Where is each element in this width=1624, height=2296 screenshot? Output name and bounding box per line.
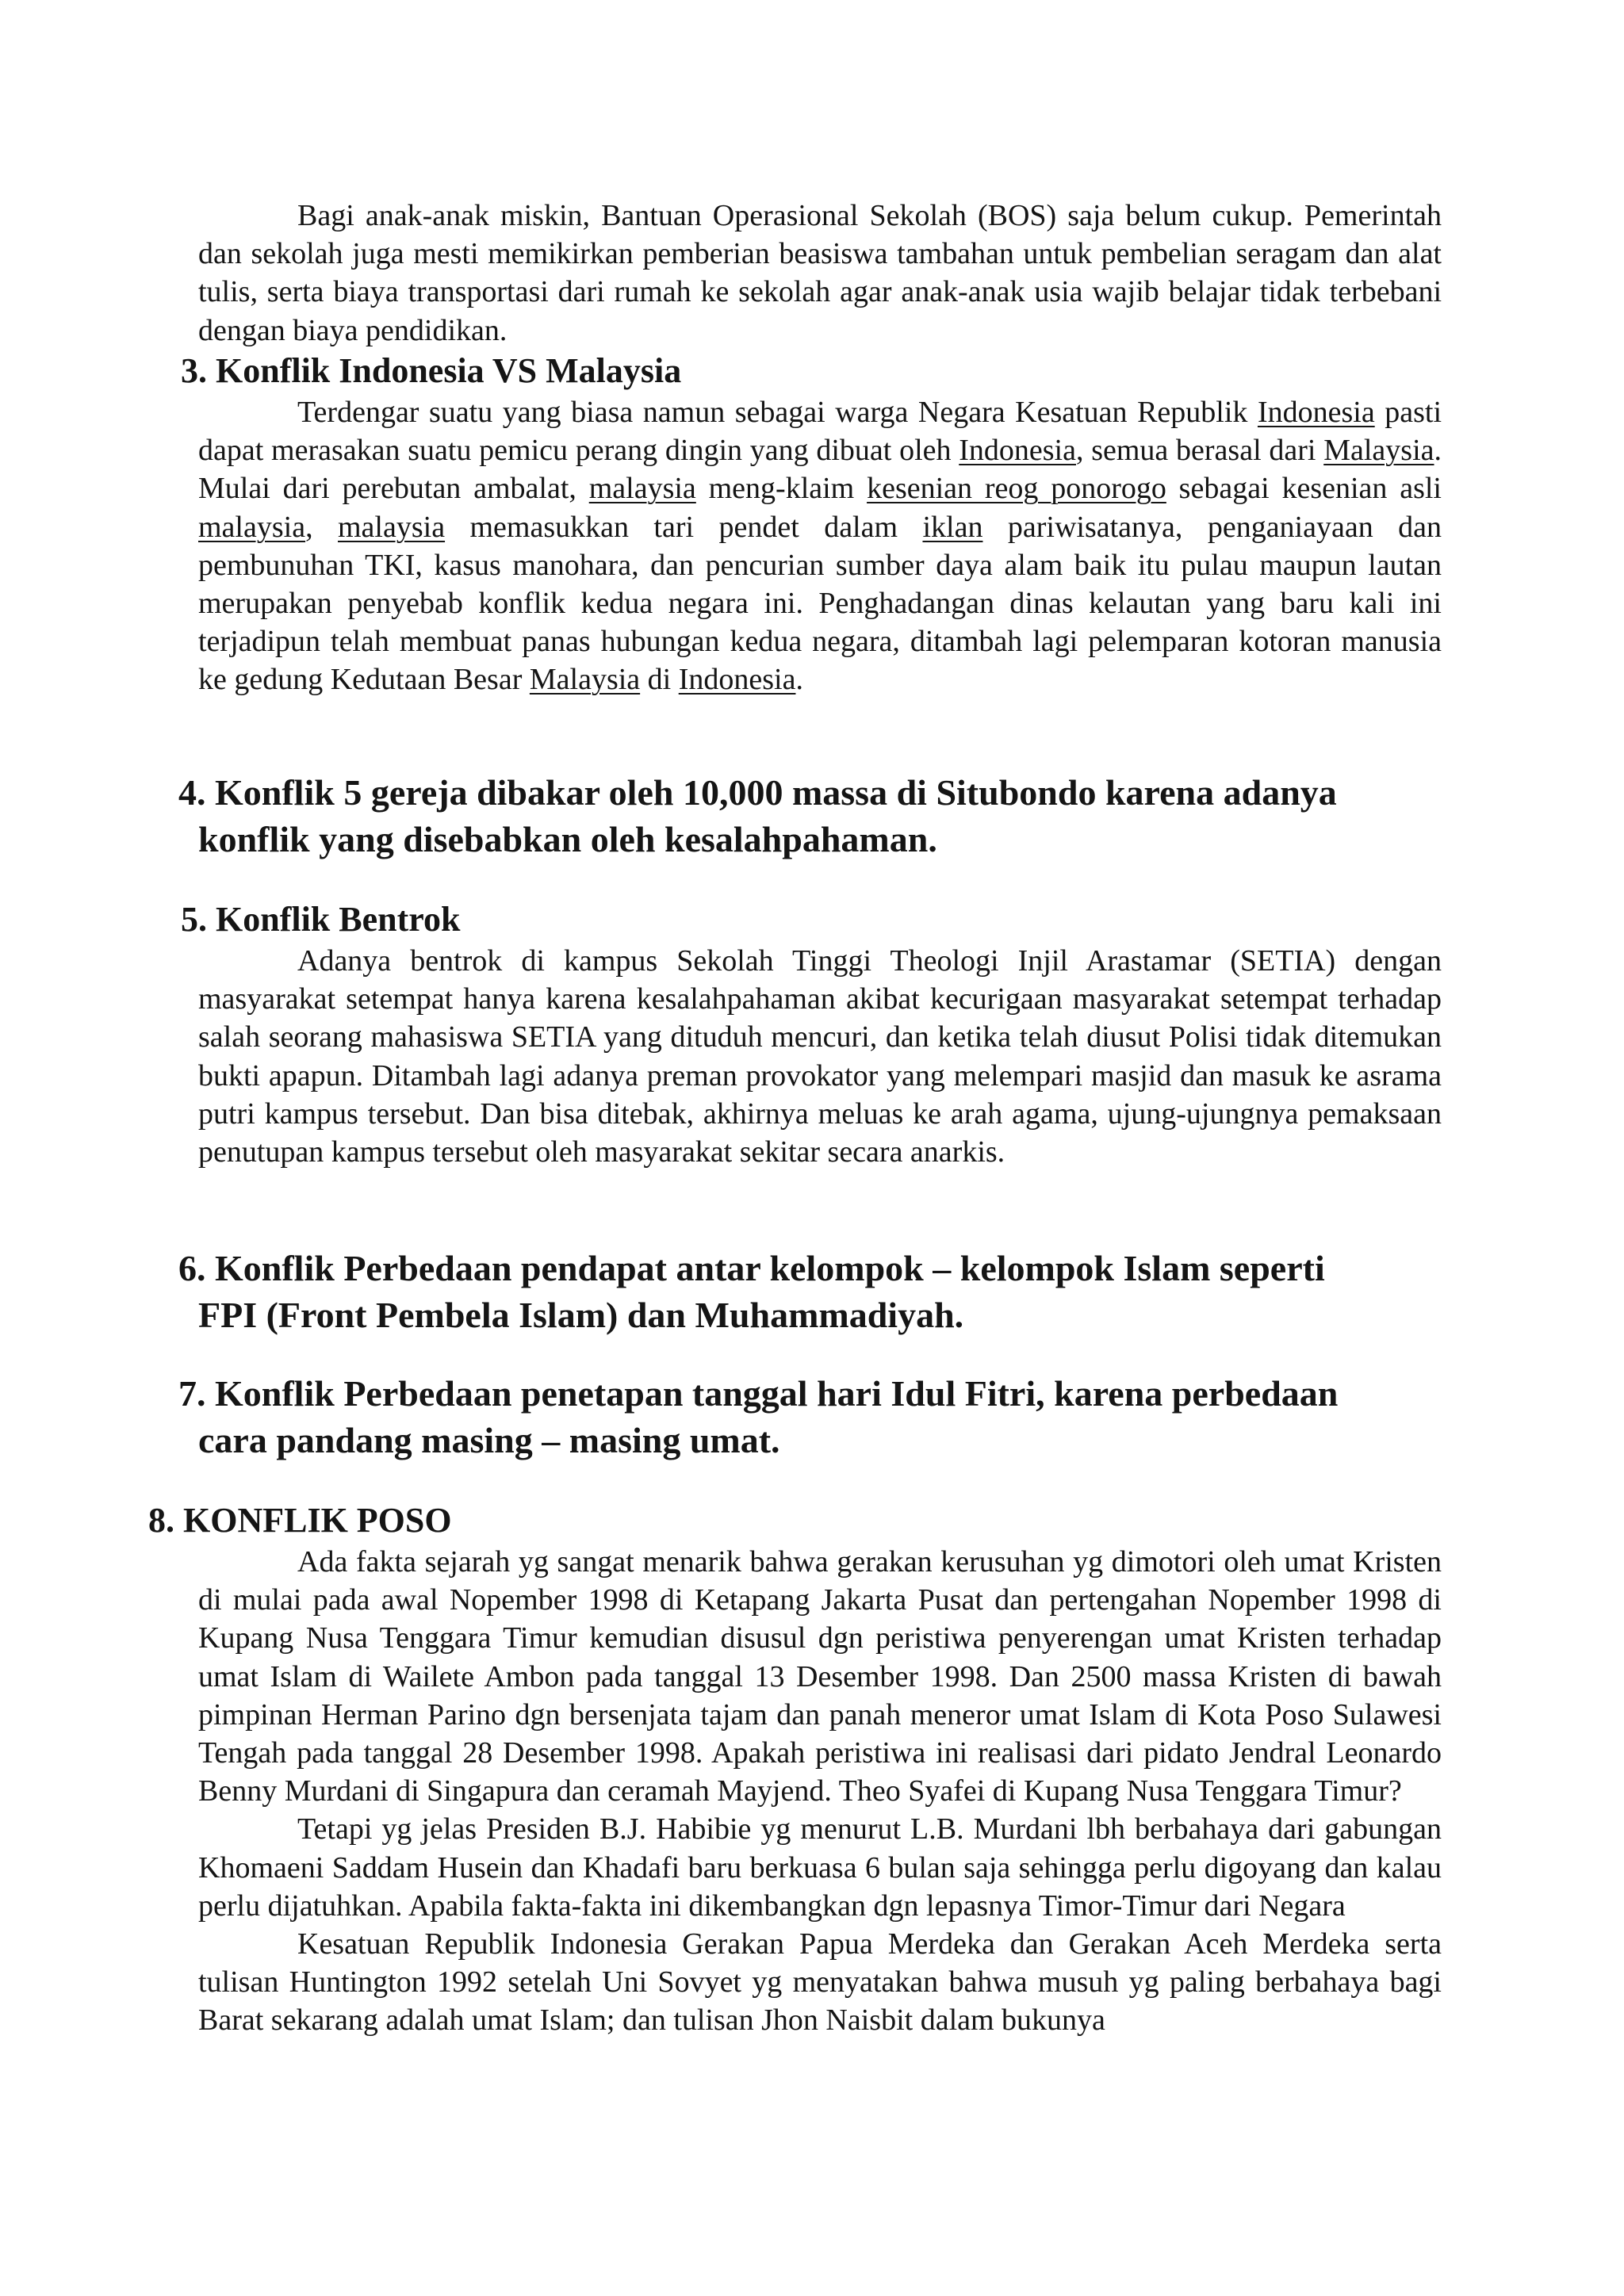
link-malaysia[interactable]: malaysia bbox=[198, 510, 306, 544]
section-8-paragraph-2: Tetapi yg jelas Presiden B.J. Habibie yg menurut L.B. Murdani lbh berbahaya dari gabungan Khomaeni Saddam Husein dan Khadafi baru berkuasa 6 bulan saja sehingga perlu digoyang dan kalau perlu dijatuhkan. Apabila fakta-fakta ini dikembangkan dgn lepasnya Timor-Timur dari Negara bbox=[198, 1812, 1442, 1923]
section-6-heading bbox=[178, 1245, 1325, 1338]
section-8-paragraph-3: Kesatuan Republik Indonesia Gerakan Papua Merdeka dan Gerakan Aceh Merdeka serta tulisan Huntington 1992 setelah Uni Sovyet yg menyatakan bahwa musuh yg paling berbahaya bagi Barat sekarang adalah umat Islam; dan tulisan Jhon Naisbit dalam bukunya bbox=[198, 1927, 1442, 2038]
section-7-line-1: Konflik Perbedaan penetapan tanggal hari Idul Fitri, karena perbedaan bbox=[215, 1373, 1339, 1414]
text-run: pariwisatanya, penganiayaan dan pembunuhan TKI, kasus manohara, dan pencurian sumber daya alam baik itu pulau maupun lautan merupakan penyebab konflik kedua negara ini. Penghadangan dinas kelautan yang baru kali ini terjadipun telah membuat panas hubungan kedua negara, ditambah lagi pelemparan kotoran manusia ke gedung Kedutaan Besar bbox=[198, 510, 1442, 697]
section-7-heading bbox=[178, 1370, 1338, 1464]
text-run: . Mulai dari perebutan ambalat, bbox=[198, 434, 1442, 506]
section-6-line-1: Konflik Perbedaan pendapat antar kelompok – kelompok Islam seperti bbox=[215, 1248, 1325, 1288]
section-8-number: 8. bbox=[148, 1501, 174, 1540]
section-8-title: KONFLIK POSO bbox=[183, 1501, 452, 1540]
section-3-heading bbox=[181, 349, 681, 393]
text-run: meng-klaim bbox=[695, 472, 868, 506]
section-5-paragraph bbox=[198, 942, 1442, 1171]
intro-paragraph bbox=[198, 197, 1442, 350]
text-run: pasti dapat merasakan suatu pemicu perang dingin yang dibuat oleh bbox=[198, 396, 1442, 468]
section-5-title: Konflik Bentrok bbox=[216, 900, 461, 939]
link-iklan[interactable]: iklan bbox=[922, 510, 983, 544]
link-malaysia[interactable]: malaysia bbox=[588, 472, 696, 506]
text-run: , bbox=[305, 510, 338, 544]
text-run: Terdengar suatu yang biasa namun sebagai warga Negara Kesatuan Republik bbox=[297, 396, 1258, 429]
text-run: sebagai kesenian asli bbox=[1166, 472, 1442, 506]
section-5-text: Adanya bentrok di kampus Sekolah Tinggi Theologi Injil Arastamar (SETIA) dengan masyarakat setempat hanya karena kesalahpahaman akibat kecurigaan masyarakat setempat terhadap salah seorang mahasiswa SETIA yang dituduh mencuri, dan ketika telah diusut Polisi tidak ditemukan bukti apapun. Ditambah lagi adanya preman provokator yang melempari masjid dan masuk ke asrama putri kampus tersebut. Dan bisa ditebak, akhirnya meluas ke arah agama, ujung-ujungnya pemaksaan penutupan kampus tersebut oleh masyarakat sekitar secara anarkis. bbox=[198, 944, 1442, 1169]
section-8-paragraphs bbox=[198, 1543, 1442, 2040]
link-indonesia[interactable]: Indonesia bbox=[959, 434, 1076, 468]
link-indonesia[interactable]: Indonesia bbox=[678, 663, 796, 697]
text-run: memasukkan tari pendet dalam bbox=[445, 510, 923, 544]
section-5-heading bbox=[181, 897, 460, 942]
section-3-text bbox=[198, 393, 1442, 699]
intro-paragraph-text: Bagi anak-anak miskin, Bantuan Operasional Sekolah (BOS) saja belum cukup. Pemerintah dan sekolah juga mesti memikirkan pemberian beasiswa tambahan untuk pembelian seragam dan alat tulis, serta biaya transportasi dari rumah ke sekolah agar anak-anak usia wajib belajar tidak terbebani dengan biaya pendidikan. bbox=[198, 199, 1442, 347]
section-3-title: Konflik Indonesia VS Malaysia bbox=[216, 351, 682, 390]
section-7-line-2: cara pandang masing – masing umat. bbox=[198, 1420, 780, 1460]
link-malaysia[interactable]: Malaysia bbox=[1323, 434, 1434, 468]
link-malaysia[interactable]: malaysia bbox=[338, 510, 446, 544]
section-4-line-1: Konflik 5 gereja dibakar oleh 10,000 massa di Situbondo karena adanya bbox=[215, 772, 1337, 813]
link-malaysia[interactable]: Malaysia bbox=[529, 663, 641, 697]
text-run: , semua berasal dari bbox=[1075, 434, 1324, 468]
text-run: . bbox=[795, 663, 803, 697]
section-5-number: 5. bbox=[181, 900, 207, 939]
section-6-line-2: FPI (Front Pembela Islam) dan Muhammadiyah. bbox=[198, 1295, 964, 1335]
section-3-number: 3. bbox=[181, 351, 207, 390]
link-indonesia[interactable]: Indonesia bbox=[1257, 396, 1375, 429]
text-run: di bbox=[640, 663, 679, 697]
section-4-heading bbox=[178, 769, 1337, 863]
section-6-number: 6. bbox=[178, 1248, 206, 1288]
section-3-paragraph bbox=[198, 393, 1442, 699]
link-kesenian-reog-ponorogo[interactable]: kesenian reog ponorogo bbox=[867, 472, 1166, 506]
section-4-line-2: konflik yang disebabkan oleh kesalahpahaman. bbox=[198, 819, 937, 859]
section-7-number: 7. bbox=[178, 1373, 206, 1414]
section-8-paragraph-1: Ada fakta sejarah yg sangat menarik bahwa gerakan kerusuhan yg dimotori oleh umat Kristen di mulai pada awal Nopember 1998 di Ketapang Jakarta Pusat dan pertengahan Nopember 1998 di Kupang Nusa Tenggara Timur kemudian disusul dgn peristiwa penyerengan umat Kristen terhadap umat Islam di Wailete Ambon pada tanggal 13 Desember 1998. Dan 2500 massa Kristen di bawah pimpinan Herman Parino dgn bersenjata tajam dan panah meneror umat Islam di Kota Poso Sulawesi Tengah pada tanggal 28 Desember 1998. Apakah peristiwa ini realisasi dari pidato Jendral Leonardo Benny Murdani di Singapura dan ceramah Mayjend. Theo Syafei di Kupang Nusa Tenggara Timur? bbox=[198, 1545, 1442, 1808]
section-4-number: 4. bbox=[178, 772, 206, 813]
section-8-heading bbox=[148, 1498, 452, 1543]
